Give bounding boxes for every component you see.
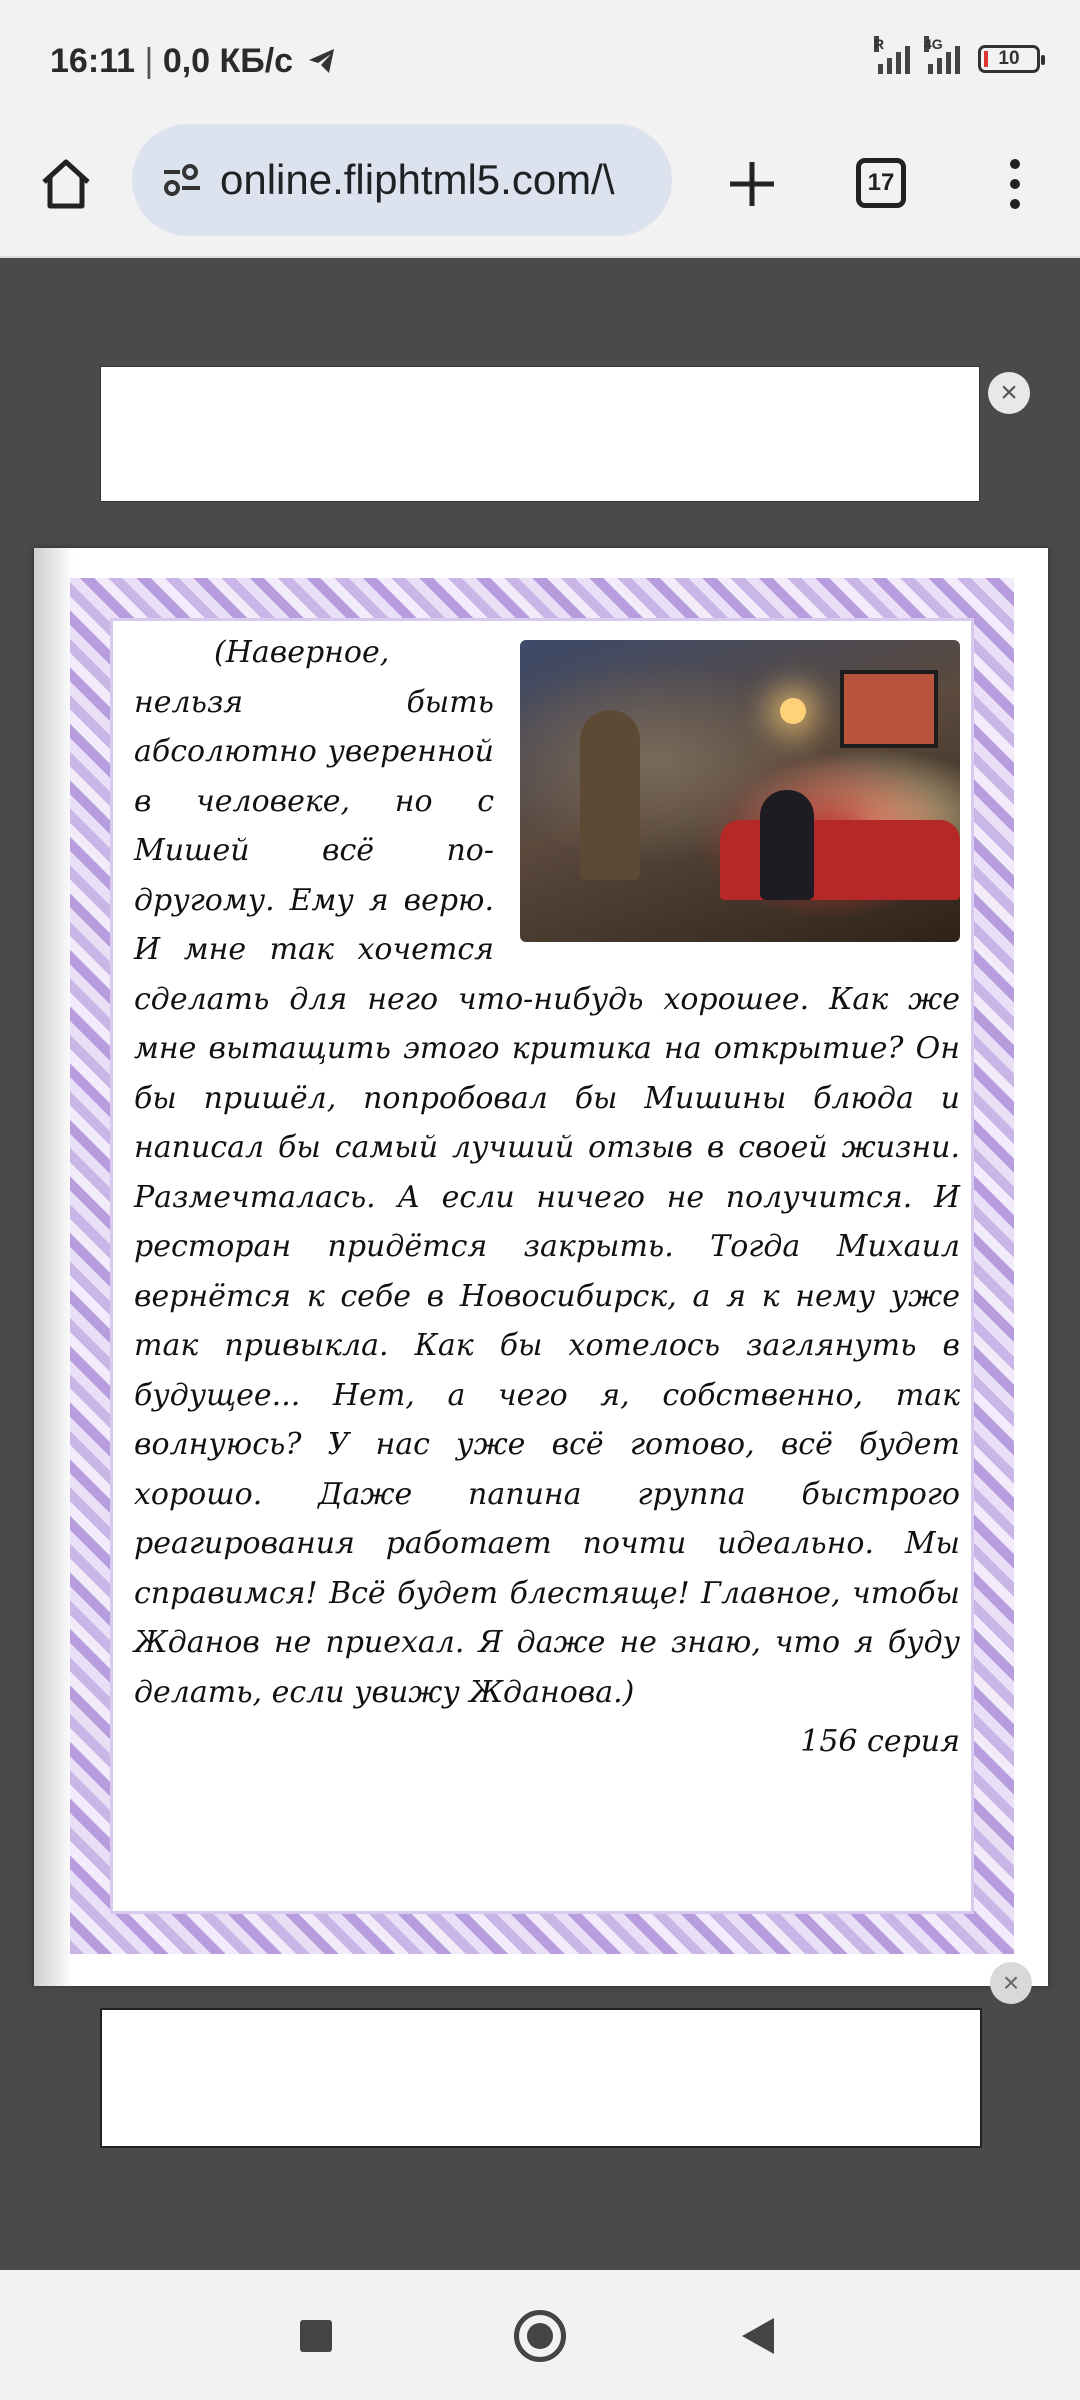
status-icons bbox=[874, 36, 1040, 74]
tabs-count: 17 bbox=[867, 169, 895, 196]
status-time: 16:11 | 0,0 КБ/с bbox=[50, 42, 337, 81]
battery-level: 10 bbox=[998, 48, 1020, 69]
more-vert-icon[interactable] bbox=[1000, 154, 1030, 214]
flipbook-page[interactable] bbox=[34, 548, 1048, 1986]
tabs-button[interactable] bbox=[856, 158, 906, 208]
site-settings-icon[interactable] bbox=[160, 160, 204, 200]
address-bar[interactable] bbox=[132, 124, 672, 236]
home-icon[interactable] bbox=[36, 154, 96, 214]
home-nav-icon[interactable] bbox=[514, 2310, 566, 2362]
page-text bbox=[134, 628, 960, 1767]
plus-icon[interactable] bbox=[720, 152, 784, 216]
net-speed: 0,0 КБ/с bbox=[162, 42, 294, 80]
episode-label: 156 серия bbox=[800, 1724, 960, 1759]
back-icon[interactable] bbox=[742, 2318, 774, 2354]
paragraph-main: (Наверное, нельзя быть абсолютно уверенной в человеке, но с Мишей всё по-другому. Ему я верю. И мне так хочется сделать для него что-нибудь хорошее. Как же мне вытащить этого критика на открытие? Он бы пришёл, попробовал бы Мишины блюда и написал бы самый лучший отзыв в своей жизни. Размечталась. А если ничего не получится. И ресторан придётся закрыть. Тогда Михаил вернётся к себе в Новосибирск, а я к нему уже так привыкла. Как бы хотелось заглянуть в будущее... Нет, а чего я, собственно, так волнуюсь? У нас уже всё готово, всё будет хорошо. Даже папина группа быстрого реагирования работает почти идеально. Мы справимся! Всё будет блестяще! Главное, чтобы Жданов не приехал. Я даже не знаю, что я буду делать, если увижу Жданова.) bbox=[134, 635, 960, 1710]
status-bar bbox=[0, 0, 1080, 128]
signal-4g-icon: 4G bbox=[928, 44, 960, 74]
battery-icon bbox=[978, 45, 1040, 73]
recents-icon[interactable] bbox=[300, 2320, 332, 2352]
telegram-icon bbox=[307, 47, 337, 75]
clock: 16:11 bbox=[50, 42, 136, 80]
signal-icon: R bbox=[878, 44, 910, 74]
ad-banner-top[interactable] bbox=[100, 366, 980, 502]
system-nav-bar bbox=[0, 2270, 1080, 2400]
url-text[interactable]: online.fliphtml5.com/\ bbox=[220, 156, 615, 203]
browser-toolbar bbox=[0, 128, 1080, 258]
close-ad-top-button[interactable] bbox=[988, 372, 1030, 414]
ad-banner-bottom[interactable] bbox=[100, 2008, 982, 2148]
scene-photo bbox=[520, 640, 960, 942]
close-icon: × bbox=[1002, 1967, 1020, 1998]
close-icon: × bbox=[1000, 376, 1018, 409]
page-spine-shadow bbox=[34, 548, 74, 1986]
close-ad-bottom-button[interactable] bbox=[990, 1962, 1032, 2004]
